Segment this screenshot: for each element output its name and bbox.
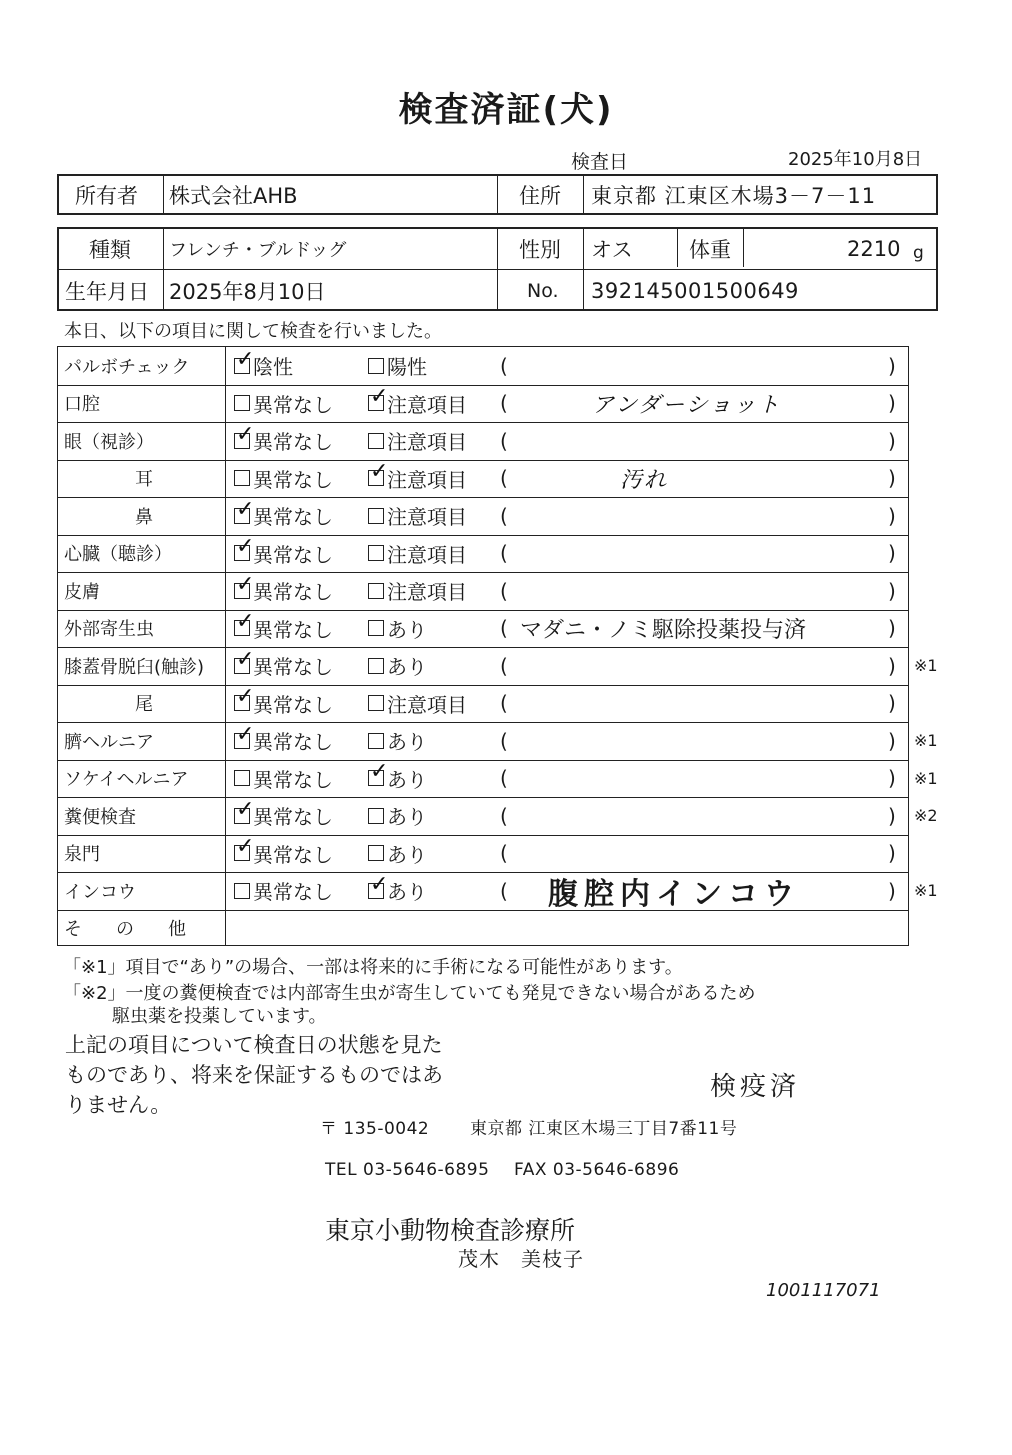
- table-row: [58, 835, 908, 873]
- clinic-tel: TEL 03-5646-6895: [325, 1160, 490, 1180]
- option-1[interactable]: ✓ 異常なし: [234, 422, 333, 460]
- row-note: マダニ・ノミ駆除投薬投与済: [520, 617, 807, 643]
- option-1[interactable]: ✓ 異常なし: [234, 497, 333, 535]
- paren-close: ): [888, 878, 896, 903]
- paren-open: (: [500, 878, 508, 903]
- paren-close: ): [888, 803, 896, 828]
- row-note: アンダーショット: [592, 392, 782, 418]
- paren-open: (: [500, 541, 508, 566]
- checkbox[interactable]: [368, 583, 384, 599]
- option-1[interactable]: ✓ 異常なし: [234, 610, 333, 648]
- other-label: その他: [64, 919, 220, 941]
- paren-close: ): [888, 841, 896, 866]
- weight-label: 体重: [689, 238, 731, 262]
- option-1[interactable]: 異常なし: [234, 385, 333, 423]
- paren-open: (: [500, 353, 508, 378]
- birth-label: 生年月日: [65, 280, 149, 304]
- quarantine-stamp: 検疫済: [710, 1072, 801, 1102]
- row-note: 汚れ: [620, 467, 669, 493]
- checkbox[interactable]: [368, 695, 384, 711]
- table-row: [58, 647, 908, 685]
- table-row: [58, 797, 908, 835]
- footnote-2: 「※2」一度の糞便検査では内部寄生虫が寄生していても発見できない場合があるため: [63, 983, 756, 1004]
- paren-open: (: [500, 616, 508, 641]
- option-2[interactable]: ✓ あり: [368, 760, 427, 798]
- checkbox[interactable]: [368, 658, 384, 674]
- checkbox[interactable]: [368, 395, 384, 411]
- checkbox[interactable]: [368, 620, 384, 636]
- checkbox[interactable]: [368, 545, 384, 561]
- row-label: 臍ヘルニア: [64, 731, 154, 753]
- table-row: [58, 535, 908, 573]
- exam-date: 2025年10月8日: [788, 149, 923, 170]
- paren-open: (: [500, 803, 508, 828]
- option-2[interactable]: 陽性: [368, 347, 427, 385]
- table-row: [58, 685, 908, 723]
- paren-open: (: [500, 728, 508, 753]
- option-2[interactable]: あり: [368, 835, 427, 873]
- paren-open: (: [500, 428, 508, 453]
- paren-close: ): [888, 391, 896, 416]
- row-label: 皮膚: [64, 581, 100, 603]
- footnote-1: 「※1」項目で“あり”の場合、一部は将来的に手術になる可能性があります。: [63, 957, 683, 978]
- table-row: [58, 385, 908, 423]
- row-label: 耳: [135, 469, 153, 491]
- paren-open: (: [500, 391, 508, 416]
- table-row: [58, 722, 908, 760]
- row-footnote-mark: ※1: [914, 731, 938, 750]
- table-row: [58, 497, 908, 535]
- option-1[interactable]: ✓ 異常なし: [234, 685, 333, 723]
- checkbox[interactable]: [234, 845, 250, 861]
- breed-label: 種類: [89, 238, 131, 262]
- paren-close: ): [888, 578, 896, 603]
- option-1[interactable]: ✓ 異常なし: [234, 572, 333, 610]
- row-label: 外部寄生虫: [64, 619, 154, 641]
- pet-info-box: [57, 227, 938, 311]
- address-label: 住所: [519, 183, 561, 208]
- no-value: 392145001500649: [591, 279, 799, 303]
- checkbox[interactable]: [234, 883, 250, 899]
- row-footnote-mark: ※2: [914, 806, 938, 825]
- row-label: 眼（視診）: [64, 431, 154, 453]
- checkbox[interactable]: [368, 358, 384, 374]
- checkbox[interactable]: [368, 508, 384, 524]
- paren-open: (: [500, 653, 508, 678]
- option-2[interactable]: 注意項目: [368, 572, 467, 610]
- weight-value: 2210: [847, 237, 901, 261]
- row-label: 膝蓋骨脱臼(触診): [64, 656, 205, 678]
- checkbox[interactable]: [368, 733, 384, 749]
- checkbox[interactable]: [234, 658, 250, 674]
- table-row: [58, 610, 908, 648]
- paren-open: (: [500, 578, 508, 603]
- postal-code: 〒 135-0042: [320, 1119, 430, 1139]
- option-2[interactable]: あり: [368, 610, 427, 648]
- table-row: [58, 872, 908, 910]
- paren-close: ): [888, 691, 896, 716]
- table-row: [58, 347, 908, 385]
- option-2[interactable]: あり: [368, 797, 427, 835]
- footnote-2-cont: 駆虫薬を投薬しています。: [112, 1006, 327, 1027]
- option-1[interactable]: 異常なし: [234, 460, 333, 498]
- checkbox[interactable]: [234, 433, 250, 449]
- table-row: [58, 422, 908, 460]
- paren-close: ): [888, 353, 896, 378]
- row-label: 糞便検査: [64, 806, 136, 828]
- option-2[interactable]: 注意項目: [368, 685, 467, 723]
- no-label: No.: [527, 280, 559, 302]
- option-1[interactable]: ✓ 異常なし: [234, 647, 333, 685]
- paren-open: (: [500, 691, 508, 716]
- row-label: 心臓（聴診）: [64, 544, 172, 566]
- paren-open: (: [500, 841, 508, 866]
- paren-open: (: [500, 503, 508, 528]
- row-footnote-mark: ※1: [914, 768, 938, 788]
- row-footnote-mark: ※1: [914, 656, 938, 675]
- option-2[interactable]: 注意項目: [368, 535, 467, 573]
- option-1[interactable]: ✓ 異常なし: [234, 797, 333, 835]
- paren-close: ): [888, 766, 896, 791]
- table-row: [58, 572, 908, 610]
- table-row: [58, 460, 908, 498]
- option-2[interactable]: ✓ あり: [368, 872, 427, 910]
- option-2[interactable]: ✓ 注意項目: [368, 460, 467, 498]
- option-2[interactable]: 注意項目: [368, 422, 467, 460]
- row-footnote-mark: ※1: [914, 881, 938, 900]
- row-label: ソケイヘルニア: [64, 769, 189, 791]
- row-note: 腹腔内インコウ: [548, 876, 800, 912]
- checkbox[interactable]: [234, 695, 250, 711]
- option-1[interactable]: ✓ 異常なし: [234, 722, 333, 760]
- paren-close: ): [888, 503, 896, 528]
- row-label: 鼻: [135, 506, 153, 528]
- table-row-other: [58, 910, 908, 948]
- checkbox[interactable]: [234, 770, 250, 786]
- option-2[interactable]: 注意項目: [368, 497, 467, 535]
- owner-value: 株式会社AHB: [169, 183, 298, 208]
- option-2[interactable]: あり: [368, 722, 427, 760]
- checkbox[interactable]: [234, 358, 250, 374]
- checkbox[interactable]: [368, 883, 384, 899]
- checkbox[interactable]: [234, 395, 250, 411]
- row-label: パルボチェック: [64, 356, 190, 378]
- checkbox[interactable]: [234, 470, 250, 486]
- checkbox[interactable]: [368, 470, 384, 486]
- intro-text: 本日、以下の項目に関して検査を行いました。: [64, 321, 442, 342]
- owner-box: [57, 174, 938, 215]
- option-2[interactable]: あり: [368, 647, 427, 685]
- disclaimer: 上記の項目について検査日の状態を見たものであり、将来を保証するものではありません。: [65, 1033, 443, 1117]
- option-2[interactable]: ✓ 注意項目: [368, 385, 467, 423]
- row-label: 尾: [135, 694, 153, 716]
- option-1[interactable]: ✓ 陰性: [234, 347, 293, 385]
- paren-close: ): [888, 541, 896, 566]
- row-label: インコウ: [64, 881, 136, 903]
- serial-number: 1001117071: [766, 1280, 881, 1301]
- row-label: 泉門: [64, 844, 100, 866]
- clinic-address: 東京都 江東区木場三丁目7番11号: [470, 1119, 738, 1139]
- address-value: 東京都 江東区木場3－7－11: [591, 183, 877, 208]
- document-title: 検査済証(犬): [398, 90, 614, 130]
- checkbox[interactable]: [234, 733, 250, 749]
- paren-open: (: [500, 466, 508, 491]
- checkbox[interactable]: [234, 508, 250, 524]
- option-1[interactable]: 異常なし: [234, 872, 333, 910]
- paren-open: (: [500, 766, 508, 791]
- clinic-name: 東京小動物検査診療所: [325, 1216, 576, 1245]
- checkbox[interactable]: [234, 620, 250, 636]
- inspector-name: 茂木 美枝子: [458, 1247, 584, 1271]
- paren-close: ): [888, 728, 896, 753]
- paren-close: ): [888, 466, 896, 491]
- checkbox[interactable]: [368, 808, 384, 824]
- option-1[interactable]: 異常なし: [234, 760, 333, 798]
- paren-close: ): [888, 428, 896, 453]
- exam-date-label: 検査日: [571, 151, 629, 173]
- row-label: 口腔: [64, 394, 100, 416]
- checkbox[interactable]: [368, 770, 384, 786]
- checkbox[interactable]: [234, 583, 250, 599]
- sex-value: オス: [591, 238, 633, 262]
- checkbox[interactable]: [234, 545, 250, 561]
- sex-label: 性別: [519, 238, 561, 262]
- paren-close: ): [888, 616, 896, 641]
- checkbox[interactable]: [368, 845, 384, 861]
- breed-value: フレンチ・ブルドッグ: [169, 240, 347, 261]
- paren-close: ): [888, 653, 896, 678]
- checkbox[interactable]: [368, 433, 384, 449]
- table-row: [58, 760, 908, 798]
- checkbox[interactable]: [234, 808, 250, 824]
- owner-label: 所有者: [75, 183, 138, 208]
- weight-unit: g: [913, 243, 924, 263]
- clinic-fax: FAX 03-5646-6896: [514, 1160, 680, 1180]
- option-1[interactable]: ✓ 異常なし: [234, 835, 333, 873]
- option-1[interactable]: ✓ 異常なし: [234, 535, 333, 573]
- birth-value: 2025年8月10日: [169, 280, 326, 304]
- inspection-table: [57, 346, 909, 946]
